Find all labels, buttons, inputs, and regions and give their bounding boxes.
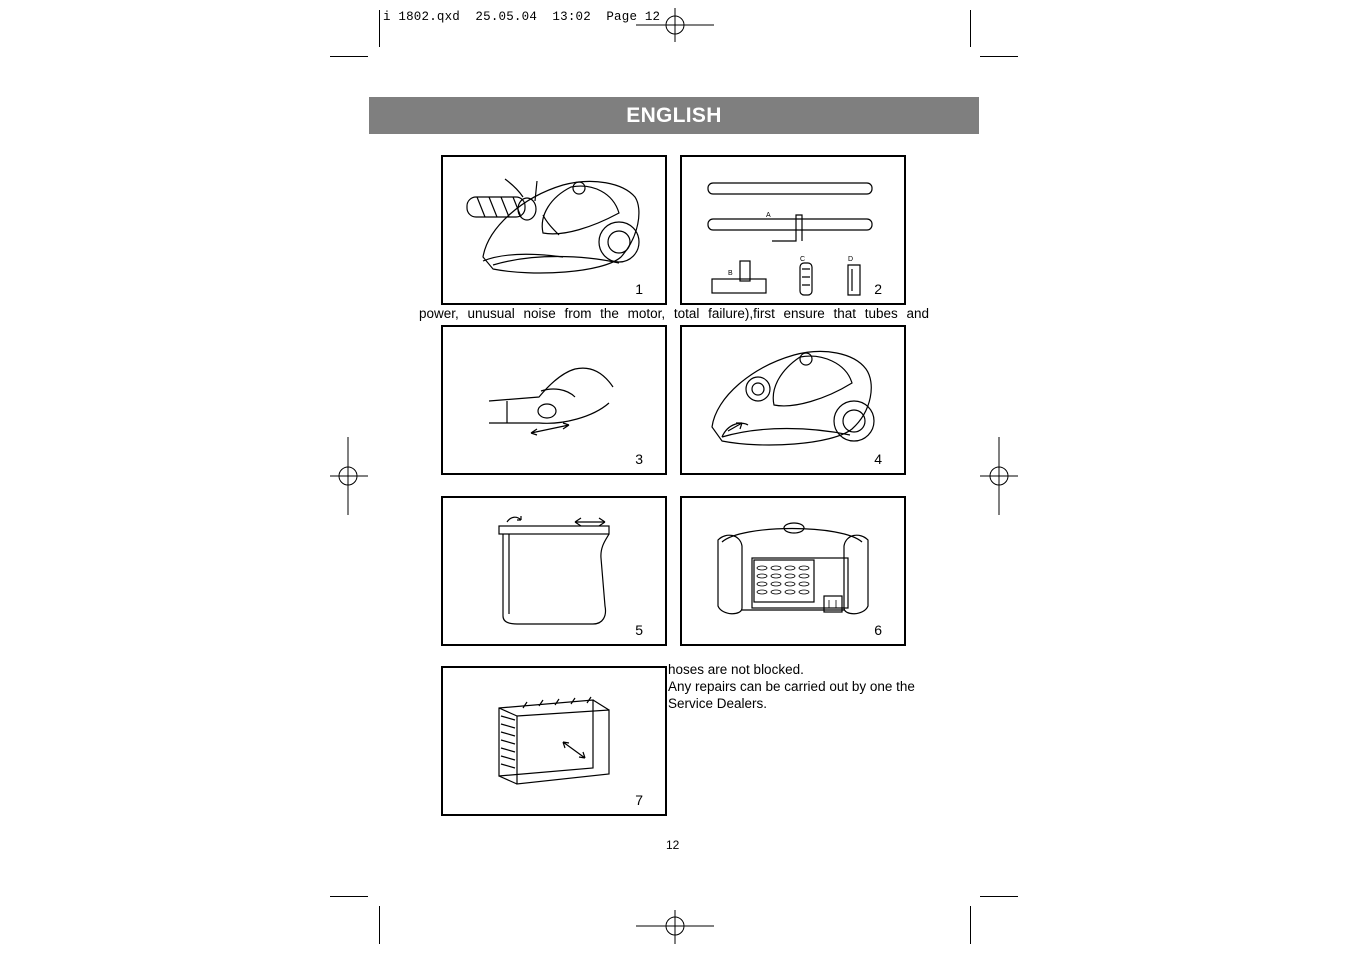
part-label: B (728, 270, 733, 277)
body-text-line: Any repairs can be carried out by one the (668, 679, 915, 694)
registration-mark-icon (330, 437, 368, 515)
body-text-line: hoses are not blocked. (668, 662, 804, 677)
hand-slider-icon (443, 327, 665, 473)
figure-number: 7 (635, 792, 643, 808)
figure-2 (680, 155, 906, 305)
print-slug-line: i 1802.qxd 25.05.04 13:02 Page 12 (383, 10, 661, 24)
dust-bag-icon (443, 498, 665, 644)
vacuum-with-hose-icon (443, 157, 665, 303)
figure-7 (441, 666, 667, 816)
part-label: C (800, 256, 806, 263)
registration-mark-icon (636, 910, 714, 944)
figure-1 (441, 155, 667, 305)
crop-mark (379, 906, 380, 944)
part-label: D (848, 256, 854, 263)
tubes-and-nozzles-icon (682, 157, 904, 303)
registration-mark-icon (980, 437, 1018, 515)
part-label: A (766, 212, 771, 219)
figure-number: 3 (635, 451, 643, 467)
figure-number: 6 (874, 622, 882, 638)
figure-number: 2 (874, 281, 882, 297)
figure-number: 4 (874, 451, 882, 467)
vacuum-open-lid-icon (682, 327, 904, 473)
section-banner: ENGLISH (369, 97, 979, 134)
crop-mark (970, 906, 971, 944)
figure-number: 5 (635, 622, 643, 638)
figure-6 (680, 496, 906, 646)
body-text-line: power, unusual noise from the motor, total failure),first ensure that tubes and (419, 306, 929, 321)
body-text-block (668, 661, 915, 712)
page-number: 12 (666, 838, 680, 852)
figure-3 (441, 325, 667, 475)
crop-mark (330, 56, 368, 57)
crop-mark (980, 56, 1018, 57)
crop-mark (970, 10, 971, 47)
figure-5 (441, 496, 667, 646)
body-text-line: Service Dealers. (668, 696, 768, 711)
crop-mark (379, 10, 380, 47)
hepa-filter-icon (443, 668, 665, 814)
figure-4 (680, 325, 906, 475)
vacuum-rear-filter-icon (682, 498, 904, 644)
registration-mark-icon (636, 8, 714, 42)
crop-mark (980, 896, 1018, 897)
crop-mark (330, 896, 368, 897)
figure-number: 1 (635, 281, 643, 297)
